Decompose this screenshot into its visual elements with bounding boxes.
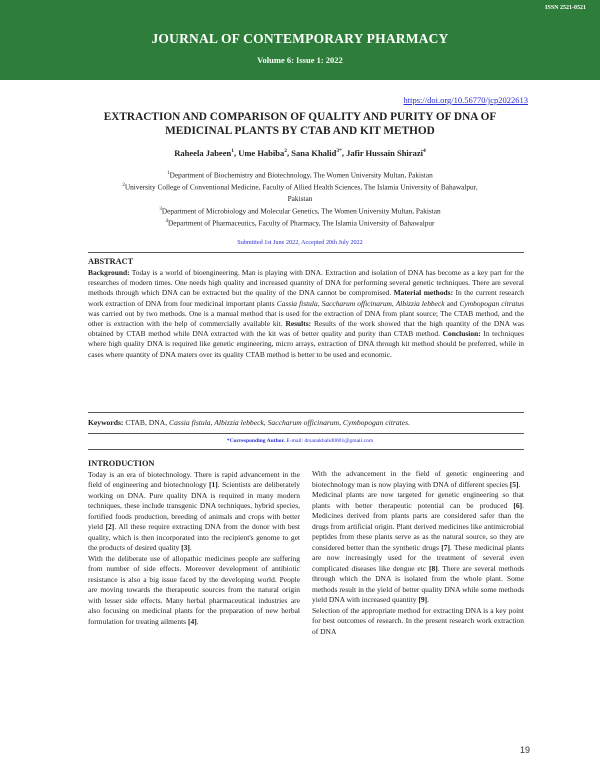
conclusion-label: Conclusion: (442, 329, 481, 339)
methods-species: Cassia fistula, Saccharum officinarum, Albizzia lebbeck (276, 298, 445, 308)
para-text: Selection of the appropriate method for extracting DNA is a key point for best outcomes of research. In the present research work extraction of DNA (312, 605, 524, 636)
introduction-heading: INTRODUCTION (88, 459, 155, 468)
keywords-bottom-rule (88, 433, 524, 434)
para-text: . There are several methods through which the DNA is isolated from the whole plant. Some methods result in the yield of better quality DNA while some methods yield DNA with increased quantity (312, 563, 524, 604)
affiliation-text: University College of Conventional Medicine, Faculty of Allied Health Sciences, The Islamia University of Bahawalpur, Pakistan (124, 182, 478, 203)
para-text: . (189, 543, 192, 552)
issn-number: ISSN 2521-0521 (545, 5, 586, 11)
para-text: Medicinal plants are now targeted for genetic engineering so that plants with better therapeutic potential can be produced (312, 490, 524, 510)
journal-title: JOURNAL OF CONTEMPORARY PHARMACY (151, 31, 449, 46)
citation: [1] (208, 480, 218, 489)
results-label: Results: (285, 319, 312, 329)
citation: [8] (428, 563, 438, 573)
citation: [9] (418, 595, 428, 604)
para-text: With the advancement in the field of genetic engineering and biotechnology man is now playing with DNA of different species (312, 469, 524, 489)
affiliation-item: $^3$Department of Microbiology and Molecular Genetics, The Women University Multan, Pakistan (159, 206, 441, 216)
right-column (312, 469, 524, 637)
para-text: . These medicinal plants are now increasingly used for the treatment of several even complicated diseases like dengue etc (312, 542, 524, 573)
keywords-label: Keywords: (88, 418, 124, 427)
citation: [3] (181, 543, 190, 552)
abstract-top-rule (88, 252, 524, 253)
journal-banner (0, 0, 600, 80)
results-text: Results of the work showed that the high quantity of the DNA was obtained by CTAB method while DNA extracted with the kit was of better quality and purity than CTAB method. (88, 319, 524, 339)
intro-paragraph (312, 490, 524, 606)
affiliation-text: Department of Microbiology and Molecular Genetics, The Women University Multan, Pakistan (161, 206, 441, 216)
keywords-line (88, 418, 524, 427)
author-list: Raheela Jabeen$^1$, Ume Habiba$^2$, Sana Khalid$^{3*}$, Jafir Hussain Shirazi$^4$ (174, 148, 426, 158)
background-text: Today is a world of bioengineering. Man is playing with DNA. Extraction and isolation of DNA has become as a key part for the researches of modern times. One needs high quality and increased quantity of DNA for performing several genetic techniques. There are several methods through which DNA can be extracted but the quality of the DNA cannot be compromised. (88, 268, 524, 298)
intro-paragraph (312, 469, 524, 490)
intro-paragraph (312, 606, 524, 638)
citation: [2] (105, 522, 115, 531)
abstract-body (88, 268, 524, 360)
intro-paragraph (88, 470, 300, 554)
body-top-rule (88, 449, 524, 450)
intro-paragraph (88, 554, 300, 628)
abstract-bottom-rule (88, 412, 524, 413)
methods-label: Material methods: (393, 288, 454, 298)
affiliation-text: Department of Biochemistry and Biotechnology, The Women University Multan, Pakistan (169, 170, 433, 180)
submission-dates: Submitted 1st June 2022, Accepted 20th July 2022 (237, 239, 363, 246)
conclusion-text: In techniques where high quality DNA is required like genetic engineering, micro arrays, extraction of DNA through kit method should be preferred, while in cases where quantity of DNA maters over its quality CTAB method is better to be used and economic. (88, 329, 524, 359)
background-label: Background: (88, 268, 130, 277)
citation: [6] (513, 500, 523, 510)
keywords-italic: Cassia fistula, Albizzia lebbeck, Saccharum officinarum, Cymbopogan citrates. (169, 418, 410, 427)
para-text: . Scientists are deliberately working on DNA. Pure quality DNA is required in many modern techniques, these include transgenic DNA techniques, hybrid species, fortified foods production, breeding of animals and crops with better yield (88, 480, 300, 531)
para-text: . Medicines derived from plants parts are considered safer than the drugs from artificial origin. Plant derived medicines like antimicrobial peptides from these plants serve as as the natural source, so they are considered better than the synthetic drugs (312, 500, 524, 552)
doi-link[interactable]: https://doi.org/10.56770/jcp2022613 (403, 95, 528, 105)
para-text: With the deliberate use of allopathic medicines people are suffering from number of side effects. Moreover development of antibiotic resistance is also a big issue faced by the developing world. People are moving towards the therapeutic sources from the natural origin with lesser side effects. Many herbal pharmaceutical industries are also focusing on medicinal plants for the preparation of new herbal formulation for treating ailments (88, 553, 300, 626)
citation: [7] (441, 542, 450, 552)
keywords-plain: CTAB, DNA, (123, 418, 170, 427)
citation: [4] (187, 616, 197, 626)
para-text: . (427, 595, 430, 604)
article-title: EXTRACTION AND COMPARISON OF QUALITY AND PURITY OF DNA OF MEDICINAL PLANTS BY CTAB AND KIT METHOD (103, 111, 497, 137)
abstract-heading: ABSTRACT (88, 257, 134, 266)
journal-volume: Volume 6: Issue 1: 2022 (257, 55, 343, 65)
methods-text: In the current research work extraction of DNA from four medicinal important plants (88, 288, 524, 308)
methods-and: and (444, 298, 460, 308)
affiliation-item: $^1$Department of Biochemistry and Biotechnology, The Women University Multan, Pakistan (167, 170, 433, 180)
corresponding-author (0, 438, 600, 444)
para-text: Today is an era of biotechnology. There is rapid advancement in the field of engineering and biotechnology (88, 469, 300, 489)
para-text: . (518, 479, 521, 489)
para-text: . (196, 616, 199, 626)
methods-text-2: was carried out by two methods. One is a manual method that is used for the extraction of DNA from plant source; The CTAB method, and the other is extraction with the help of commercially available kit. (88, 308, 524, 329)
corresponding-label: *Corresponding Author. (226, 438, 285, 444)
page-number: 19 (519, 745, 530, 755)
affiliation-list (112, 168, 488, 229)
affiliation-item: $^4$Department of Pharmaceutics, Faculty of Pharmacy, The Islamia University of Bahawalpur (165, 218, 435, 228)
methods-species-2: Cymbopogan citratus (459, 298, 524, 308)
affiliation-item: $^2$University College of Conventional Medicine, Faculty of Allied Health Sciences, The Islamia University of Bahawalpur, Pakistan (122, 182, 478, 203)
citation: [5] (509, 479, 519, 489)
affiliation-text: Department of Pharmaceutics, Faculty of Pharmacy, The Islamia University of Bahawalpur (168, 218, 435, 228)
corresponding-email[interactable]: E-mail: drsanakhalid0001@gmail.com (284, 438, 374, 444)
para-text: . All these require extracting DNA from the donor with best quality, which is then incorporated into the recipient's genome to get the products of desired quality (88, 522, 301, 552)
left-column (88, 459, 300, 627)
